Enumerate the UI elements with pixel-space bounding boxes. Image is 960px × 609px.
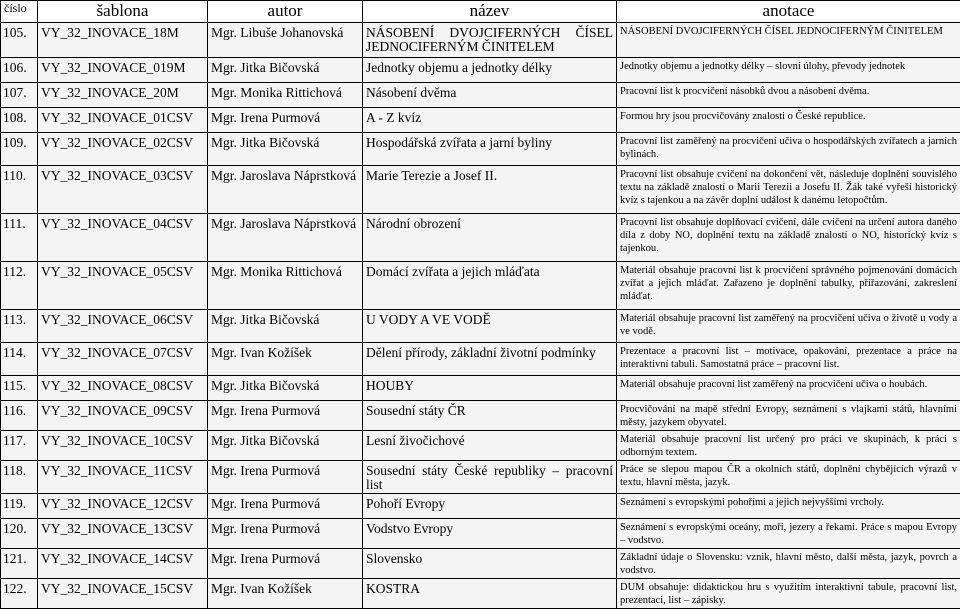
- template-code: VY_32_INOVACE_14CSV: [38, 549, 208, 579]
- material-title: Marie Terezie a Josef II.: [363, 166, 617, 214]
- annotation: Pracovní list obsahuje doplňovací cvičení, dále cvičení na určení autora daného díla z doby NO, doplnění textu na základě znalostí o NO, historický kvíz s tajenkou.: [617, 214, 960, 262]
- material-title: Násobení dvěma: [363, 83, 617, 108]
- row-number: 120.: [1, 519, 38, 549]
- header-nazev: název: [363, 1, 617, 23]
- annotation: Materiál obsahuje pracovní list zaměřený na procvičení učiva o životě u vody a ve vodě.: [617, 310, 960, 343]
- template-code: VY_32_INOVACE_12CSV: [38, 494, 208, 519]
- annotation: Práce se slepou mapou ČR a okolních států, doplnění chybějících výrazů v textu, hlavní města, jazyk.: [617, 461, 960, 494]
- row-number: 119.: [1, 494, 38, 519]
- row-number: 114.: [1, 343, 38, 376]
- table-row: [1, 494, 960, 519]
- annotation: Materiál obsahuje pracovní list k procvičení správného pojmenování domácích zvířat a jejich mláďat. Zařazeno je doplnění tabulky, přiřazování, zakreslení mláďat.: [617, 262, 960, 310]
- material-title: Národní obrození: [363, 214, 617, 262]
- template-code: VY_32_INOVACE_01CSV: [38, 108, 208, 133]
- table-row: [1, 519, 960, 549]
- table-row: [1, 58, 960, 83]
- row-number: 105.: [1, 23, 38, 58]
- author-name: Mgr. Monika Rittichová: [208, 83, 363, 108]
- table-row: [1, 461, 960, 494]
- row-number: 106.: [1, 58, 38, 83]
- author-name: Mgr. Irena Purmová: [208, 108, 363, 133]
- row-number: 109.: [1, 133, 38, 166]
- annotation: Pracovní list zaměřený na procvičení učiva o hospodářských zvířatech a jarních bylinách.: [617, 133, 960, 166]
- template-code: VY_32_INOVACE_13CSV: [38, 519, 208, 549]
- template-code: VY_32_INOVACE_09CSV: [38, 401, 208, 431]
- template-code: VY_32_INOVACE_20M: [38, 83, 208, 108]
- annotation: Materiál obsahuje pracovní list zaměřený na procvičení učiva o houbách.: [617, 376, 960, 401]
- material-title: Vodstvo Evropy: [363, 519, 617, 549]
- template-code: VY_32_INOVACE_019M: [38, 58, 208, 83]
- author-name: Mgr. Jitka Bičovská: [208, 58, 363, 83]
- table-row: [1, 108, 960, 133]
- annotation: Pracovní list obsahuje cvičení na dokončení vět, následuje doplnění souvislého textu na základě znalostí o Marii Terezii a Josefu II. Žák také vyřeší historický kvíz s tajenkou a na závěr doplní událost k danému letopočtům.: [617, 166, 960, 214]
- annotation: NÁSOBENÍ DVOJCIFERNÝCH ČÍSEL JEDNOCIFERNÝM ČINITELEM: [617, 23, 960, 58]
- author-name: Mgr. Irena Purmová: [208, 549, 363, 579]
- material-title: Dělení přírody, základní životní podmínky: [363, 343, 617, 376]
- author-name: Mgr. Libuše Johanovská: [208, 23, 363, 58]
- template-code: VY_32_INOVACE_15CSV: [38, 579, 208, 609]
- annotation: Materiál obsahuje pracovní list určený pro práci ve skupinách, k práci s odborným textem.: [617, 431, 960, 461]
- author-name: Mgr. Irena Purmová: [208, 461, 363, 494]
- row-number: 112.: [1, 262, 38, 310]
- row-number: 116.: [1, 401, 38, 431]
- row-number: 108.: [1, 108, 38, 133]
- row-number: 111.: [1, 214, 38, 262]
- template-code: VY_32_INOVACE_05CSV: [38, 262, 208, 310]
- author-name: Mgr. Jitka Bičovská: [208, 376, 363, 401]
- template-code: VY_32_INOVACE_10CSV: [38, 431, 208, 461]
- annotation: DUM obsahuje: didaktickou hru s využitím interaktivní tabule, pracovní list, prezentaci, list – zápisky.: [617, 579, 960, 609]
- material-title: Hospodářská zvířata a jarní byliny: [363, 133, 617, 166]
- material-title: Domácí zvířata a jejich mláďata: [363, 262, 617, 310]
- table-row: [1, 376, 960, 401]
- table-row: [1, 401, 960, 431]
- table-row: [1, 166, 960, 214]
- annotation: Seznámení s evropskými oceány, moři, jezery a řekami. Práce s mapou Evropy – vodstvo.: [617, 519, 960, 549]
- table-body: [1, 23, 960, 609]
- table-row: [1, 23, 960, 58]
- row-number: 113.: [1, 310, 38, 343]
- row-number: 115.: [1, 376, 38, 401]
- material-title: Lesní živočichové: [363, 431, 617, 461]
- material-title: HOUBY: [363, 376, 617, 401]
- author-name: Mgr. Jaroslava Náprstková: [208, 166, 363, 214]
- row-number: 110.: [1, 166, 38, 214]
- table-row: [1, 214, 960, 262]
- author-name: Mgr. Jitka Bičovská: [208, 431, 363, 461]
- author-name: Mgr. Ivan Kožíšek: [208, 579, 363, 609]
- annotation: Pracovní list k procvičení násobků dvou a násobení dvěma.: [617, 83, 960, 108]
- template-code: VY_32_INOVACE_18M: [38, 23, 208, 58]
- template-code: VY_32_INOVACE_07CSV: [38, 343, 208, 376]
- material-title: NÁSOBENÍ DVOJCIFERNÝCH ČÍSEL JEDNOCIFERNÝM ČINITELEM: [363, 23, 617, 58]
- header-anotace: anotace: [617, 1, 960, 23]
- row-number: 118.: [1, 461, 38, 494]
- row-number: 121.: [1, 549, 38, 579]
- template-code: VY_32_INOVACE_08CSV: [38, 376, 208, 401]
- annotation: Formou hry jsou procvičovány znalosti o České republice.: [617, 108, 960, 133]
- header-sablona: šablona: [38, 1, 208, 23]
- material-title: Slovensko: [363, 549, 617, 579]
- table-row: [1, 343, 960, 376]
- template-code: VY_32_INOVACE_03CSV: [38, 166, 208, 214]
- template-code: VY_32_INOVACE_11CSV: [38, 461, 208, 494]
- template-code: VY_32_INOVACE_02CSV: [38, 133, 208, 166]
- author-name: Mgr. Monika Rittichová: [208, 262, 363, 310]
- table-row: [1, 83, 960, 108]
- material-title: U VODY A VE VODĚ: [363, 310, 617, 343]
- annotation: Seznámení s evropskými pohořími a jejich nejvyššími vrcholy.: [617, 494, 960, 519]
- table-row: [1, 133, 960, 166]
- table-row: [1, 310, 960, 343]
- material-title: Sousední státy České republiky – pracovní list: [363, 461, 617, 494]
- author-name: Mgr. Ivan Kožíšek: [208, 343, 363, 376]
- header-autor: autor: [208, 1, 363, 23]
- author-name: Mgr. Irena Purmová: [208, 519, 363, 549]
- table-row: [1, 579, 960, 609]
- material-title: A - Z kvíz: [363, 108, 617, 133]
- author-name: Mgr. Jitka Bičovská: [208, 133, 363, 166]
- author-name: Mgr. Irena Purmová: [208, 494, 363, 519]
- material-title: Jednotky objemu a jednotky délky: [363, 58, 617, 83]
- table-row: [1, 549, 960, 579]
- annotation: Jednotky objemu a jednotky délky – slovní úlohy, převody jednotek: [617, 58, 960, 83]
- header-row: [1, 1, 960, 23]
- annotation: Prezentace a pracovní list – motivace, opakování, prezentace a práce na interaktivní tabuli. Samostatná práce – pracovní list.: [617, 343, 960, 376]
- material-title: Sousední státy ČR: [363, 401, 617, 431]
- material-title: KOSTRA: [363, 579, 617, 609]
- header-cislo: číslo: [1, 1, 38, 23]
- table-row: [1, 262, 960, 310]
- author-name: Mgr. Jaroslava Náprstková: [208, 214, 363, 262]
- author-name: Mgr. Irena Purmová: [208, 401, 363, 431]
- template-code: VY_32_INOVACE_04CSV: [38, 214, 208, 262]
- annotation: Procvičování na mapě střední Evropy, seznámení s vlajkami států, hlavními městy, jazykem obyvatel.: [617, 401, 960, 431]
- annotation: Základní údaje o Slovensku: vznik, hlavní město, další města, jazyk, povrch a vodstvo.: [617, 549, 960, 579]
- row-number: 117.: [1, 431, 38, 461]
- row-number: 122.: [1, 579, 38, 609]
- row-number: 107.: [1, 83, 38, 108]
- material-title: Pohoří Evropy: [363, 494, 617, 519]
- author-name: Mgr. Jitka Bičovská: [208, 310, 363, 343]
- template-code: VY_32_INOVACE_06CSV: [38, 310, 208, 343]
- table-row: [1, 431, 960, 461]
